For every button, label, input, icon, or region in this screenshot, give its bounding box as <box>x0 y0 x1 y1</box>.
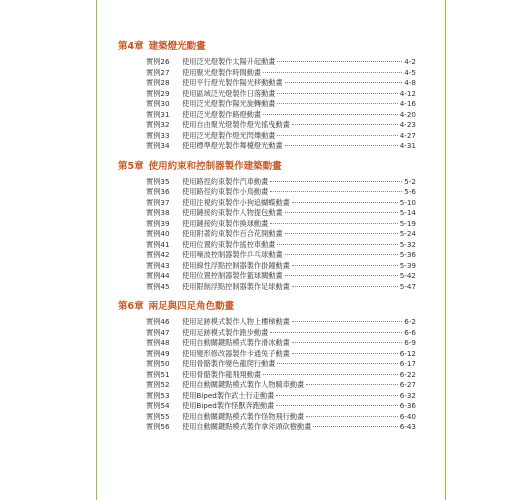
dot-leader <box>306 384 397 385</box>
entry-number: 實例30 <box>146 99 170 108</box>
dot-leader <box>285 254 398 255</box>
toc-entry[interactable] <box>146 240 416 251</box>
dot-leader <box>292 353 398 354</box>
entry-title: 使用Biped製作武士行走動畫 <box>182 390 275 400</box>
dot-leader <box>292 265 398 266</box>
entry-number: 實例27 <box>146 67 170 77</box>
toc-entry[interactable] <box>146 422 416 433</box>
entry-number: 實例31 <box>146 109 170 119</box>
dot-leader <box>285 145 398 146</box>
dot-leader <box>313 426 397 427</box>
entry-title: 使用自由聚光燈製作燈光搖曳動畫 <box>182 120 290 129</box>
entry-title: 使用平行燈光製作陽光移動動畫 <box>182 78 283 87</box>
entry-number: 實例40 <box>146 229 170 238</box>
toc-entry[interactable] <box>146 131 416 142</box>
entry-number: 實例53 <box>146 390 170 400</box>
dot-leader <box>277 363 397 364</box>
toc-entry[interactable] <box>146 120 416 131</box>
entry-title: 使用鏈接約束製作人物提包動畫 <box>182 208 283 217</box>
entry-page-number: 5-19 <box>399 218 416 228</box>
entry-number: 實例34 <box>146 141 170 150</box>
toc-entry[interactable] <box>146 317 416 328</box>
entry-page-number: 4-16 <box>399 99 416 108</box>
entry-title: 使用注視約束製作小狗追蝴蝶動畫 <box>182 197 290 207</box>
toc-entry[interactable] <box>146 177 416 188</box>
entry-page-number: 4-27 <box>399 130 416 140</box>
entry-title: 使用骨骼製作變色龍爬行動畫 <box>182 359 276 368</box>
entry-title: 使用位置控制器製作籃球關動畫 <box>182 271 283 280</box>
entry-page-number: 6-36 <box>399 401 416 410</box>
toc-entry[interactable] <box>146 370 416 381</box>
entry-page-number: 5-24 <box>399 229 416 238</box>
toc-entry[interactable] <box>146 401 416 412</box>
entry-page-number: 5-42 <box>399 271 416 280</box>
entry-number: 實例55 <box>146 411 170 421</box>
entry-number: 實例52 <box>146 380 170 389</box>
toc-entry[interactable] <box>146 349 416 360</box>
entry-page-number: 6-6 <box>404 327 416 337</box>
entry-title: 使用自動關鍵點模式製作拿斧頭砍樹動畫 <box>182 422 312 431</box>
entry-number: 實例36 <box>146 187 170 196</box>
chapter-entry-list <box>146 317 418 433</box>
entry-title: 使用足跡模式製作跑步動畫 <box>182 327 269 337</box>
toc-entry[interactable] <box>146 271 416 282</box>
entry-page-number: 6-22 <box>399 369 416 379</box>
entry-title: 使用泛光燈製作路燈動畫 <box>182 109 262 119</box>
entry-title: 使用骨骼製作龍飛翔動畫 <box>182 369 262 379</box>
entry-number: 實例45 <box>146 281 170 291</box>
chapter-title: 使用約束和控制器製作建築動畫 <box>148 160 282 172</box>
entry-title: 使用變形修改器製作卡通兔子動畫 <box>182 348 290 358</box>
toc-entry[interactable] <box>146 89 416 100</box>
entry-number: 實例42 <box>146 250 170 259</box>
toc-entry[interactable] <box>146 99 416 110</box>
entry-title: 使用位置約束製作搖控車動畫 <box>182 239 276 249</box>
entry-title: 使用自動關鍵點模式製作滑冰動畫 <box>182 338 290 347</box>
chapter-heading <box>118 300 418 314</box>
entry-page-number: 6-2 <box>404 317 416 326</box>
entry-number: 實例50 <box>146 359 170 368</box>
dot-leader <box>276 395 397 396</box>
entry-title: 使用限制浮點控制器製作足球動畫 <box>182 281 290 291</box>
chapter-entry-list <box>146 177 418 293</box>
entry-page-number: 6-17 <box>399 359 416 368</box>
entry-page-number: 6-43 <box>399 422 416 431</box>
entry-number: 實例26 <box>146 57 170 66</box>
toc-entry[interactable] <box>146 261 416 272</box>
entry-title: 使用線性浮點控制器製作掛鐘動畫 <box>182 260 290 270</box>
entry-title: 使用區域泛光燈製作日落動畫 <box>182 88 276 98</box>
dot-leader <box>292 342 402 343</box>
toc-entry[interactable] <box>146 282 416 293</box>
dot-leader <box>285 212 398 213</box>
dot-leader <box>277 244 397 245</box>
entry-number: 實例47 <box>146 327 170 337</box>
entry-number: 實例44 <box>146 271 170 280</box>
dot-leader <box>263 114 398 115</box>
toc-entry[interactable] <box>146 219 416 230</box>
toc-entry[interactable] <box>146 250 416 261</box>
entry-title: 使用聚光燈製作時間動畫 <box>182 67 262 77</box>
toc-entry[interactable] <box>146 391 416 402</box>
entry-title: 使用附著約束製作百合花開動畫 <box>182 229 283 238</box>
entry-page-number: 5-36 <box>399 250 416 259</box>
entry-number: 實例41 <box>146 239 170 249</box>
dot-leader <box>292 321 402 322</box>
dot-leader <box>285 82 403 83</box>
entry-number: 實例46 <box>146 317 170 326</box>
entry-number: 實例43 <box>146 260 170 270</box>
entry-title: 使用泛光燈製作太陽升起動畫 <box>182 57 276 66</box>
toc-entry[interactable] <box>146 68 416 79</box>
entry-number: 實例49 <box>146 348 170 358</box>
entry-number: 實例38 <box>146 208 170 217</box>
entry-number: 實例29 <box>146 88 170 98</box>
dot-leader <box>285 233 398 234</box>
dot-leader <box>306 416 397 417</box>
dot-leader <box>270 223 397 224</box>
chapter-number: 第4章 <box>118 41 144 52</box>
entry-title: 使用鏈接約束製作換球動畫 <box>182 218 269 228</box>
dot-leader <box>292 202 398 203</box>
dot-leader <box>277 103 397 104</box>
entry-title: 使用足跡模式製作人物上樓梯動畫 <box>182 317 290 326</box>
chapter-entry-list <box>146 57 418 152</box>
toc-entry[interactable] <box>146 208 416 219</box>
entry-number: 實例56 <box>146 422 170 431</box>
entry-page-number: 5-10 <box>399 197 416 207</box>
entry-page-number: 4-23 <box>399 120 416 129</box>
dot-leader <box>276 405 397 406</box>
entry-number: 實例39 <box>146 218 170 228</box>
chapter-title: 兩足與四足角色動畫 <box>148 301 235 312</box>
dot-leader <box>285 275 398 276</box>
entry-title: 使用自動關鍵點模式製作人物騎車動畫 <box>182 380 305 389</box>
entry-title: 使用Biped製作怪獸奔跑動畫 <box>182 401 275 410</box>
entry-title: 使用路徑約束製作汽車動畫 <box>182 176 269 186</box>
entry-page-number: 6-12 <box>399 348 416 358</box>
dot-leader <box>270 181 402 182</box>
toc-entry[interactable] <box>146 187 416 198</box>
toc-entry[interactable] <box>146 141 416 152</box>
chapter-heading <box>118 160 418 174</box>
entry-number: 實例51 <box>146 369 170 379</box>
toc-entry[interactable] <box>146 78 416 89</box>
entry-number: 實例35 <box>146 176 170 186</box>
chapter-number: 第5章 <box>118 160 144 172</box>
chapter-title: 建築燈光動畫 <box>148 41 206 52</box>
entry-number: 實例32 <box>146 120 170 129</box>
dot-leader <box>277 93 397 94</box>
toc-entry[interactable] <box>146 338 416 349</box>
entry-page-number: 5-32 <box>399 239 416 249</box>
dot-leader <box>277 135 397 136</box>
entry-page-number: 5-6 <box>404 187 416 196</box>
toc-entry[interactable] <box>146 380 416 391</box>
entry-page-number: 4-20 <box>399 109 416 119</box>
dot-leader <box>270 332 402 333</box>
dot-leader <box>277 61 402 62</box>
dot-leader <box>292 124 398 125</box>
entry-page-number: 4-12 <box>399 88 416 98</box>
dot-leader <box>270 191 402 192</box>
toc-entry[interactable] <box>146 359 416 370</box>
entry-title: 使用自動關鍵點模式製作怪物飛行動畫 <box>182 411 305 421</box>
chapter-number: 第6章 <box>118 301 144 312</box>
entry-number: 實例37 <box>146 197 170 207</box>
table-of-contents <box>118 40 418 441</box>
toc-entry[interactable] <box>146 57 416 68</box>
entry-page-number: 6-40 <box>399 411 416 421</box>
entry-page-number: 5-2 <box>404 176 416 186</box>
toc-entry[interactable] <box>146 110 416 121</box>
toc-entry[interactable] <box>146 328 416 339</box>
toc-entry[interactable] <box>146 412 416 423</box>
entry-page-number: 4-5 <box>404 67 416 77</box>
entry-page-number: 4-31 <box>399 141 416 150</box>
entry-title: 使用標準燈光製作舞檯燈光動畫 <box>182 141 283 150</box>
entry-page-number: 6-27 <box>399 380 416 389</box>
dot-leader <box>263 72 402 73</box>
entry-title: 使用泛光燈製作燈光閃爍動畫 <box>182 130 276 140</box>
dot-leader <box>263 374 398 375</box>
entry-title: 使用泛光燈製作陽光旋轉動畫 <box>182 99 276 108</box>
entry-number: 實例33 <box>146 130 170 140</box>
entry-page-number: 6-32 <box>399 390 416 400</box>
entry-page-number: 4-8 <box>404 78 416 87</box>
entry-title: 使用路徑約束製作小鳥動畫 <box>182 187 269 196</box>
entry-number: 實例54 <box>146 401 170 410</box>
entry-page-number: 6-9 <box>404 338 416 347</box>
entry-page-number: 5-14 <box>399 208 416 217</box>
toc-entry[interactable] <box>146 229 416 240</box>
entry-number: 實例28 <box>146 78 170 87</box>
dot-leader <box>292 286 398 287</box>
entry-page-number: 5-47 <box>399 281 416 291</box>
entry-page-number: 5-39 <box>399 260 416 270</box>
toc-entry[interactable] <box>146 198 416 209</box>
entry-number: 實例48 <box>146 338 170 347</box>
entry-title: 使用噪波控制器製作乒乓球動畫 <box>182 250 283 259</box>
entry-page-number: 4-2 <box>404 57 416 66</box>
chapter-heading <box>118 40 418 54</box>
